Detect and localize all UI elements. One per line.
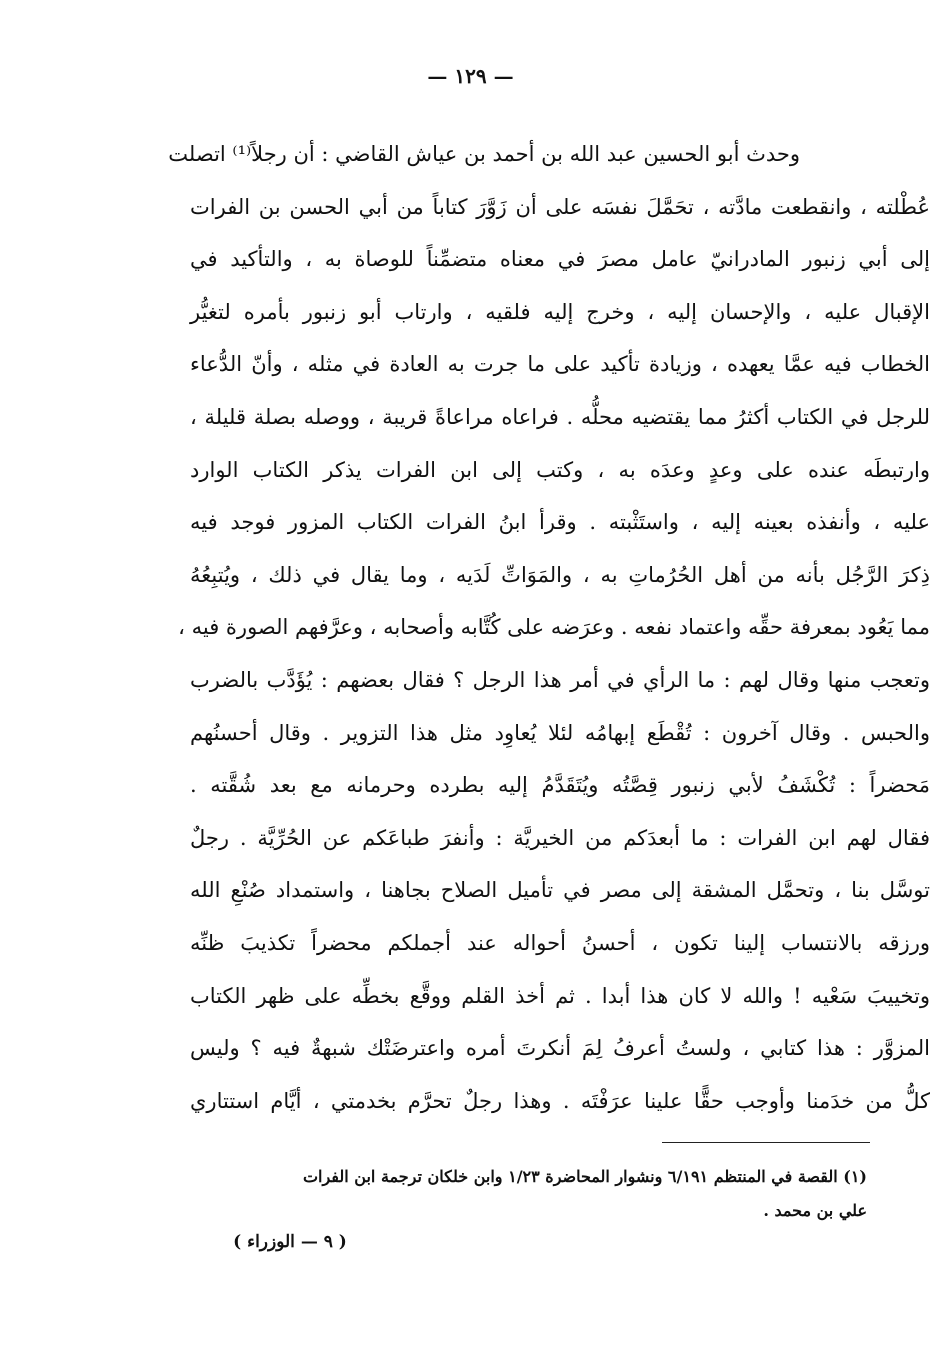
body-line: فقال لهم ابن الفرات : ما أبعدَكم من الخيريَّة : وأنفرَ طباعَكم عن الحُرِّيَّة . رجلٌ xyxy=(190,825,930,850)
footnote-line: (١) القصة في المنتظم ٦/١٩١ ونشوار المحاضرة ١/٢٣ وابن خلكان ترجمة ابن الفرات xyxy=(302,1167,867,1186)
footnote xyxy=(195,1160,867,1228)
body-line: إلى أبي زنبور المادرانيّ عامل مصرَ في معناه متضمِّناً للوصاة به ، والتأكيد في xyxy=(190,247,930,272)
body-line: عليه ، وأنفذه بعينه إليه ، واستَثْبته . وقرأ ابنُ الفرات الكتاب المزور فوجد فيه xyxy=(190,510,930,535)
body-line: ذِكرَ الرَّجُل بأنه من أهل الحُرُماتِ به ، والمَوَاتِّ لَدَيه ، وما يقال في ذلك ، ويُتبِعُهُ xyxy=(190,562,930,587)
body-text xyxy=(168,128,930,1127)
body-line: وتخييبَ سَعْيه ! والله لا كان هذا أبدا . ثم أخذ القلم ووقَّع بخطِّه على ظهر الكتاب xyxy=(190,983,930,1008)
body-line: الخطاب فيه عمَّا يعهده ، وزيادة تأكيد على ما جرت به العادة في مثله ، وأنّ الدُّعاء xyxy=(190,352,930,377)
body-line: المزوَّر : هذا كتابي ، ولستُ أعرفُ لِمَ أنكرتَ أمره واعترضَتْك شبهةٌ فيه ؟ وليس xyxy=(190,1036,930,1061)
signature-mark: ( ٩ — الوزراء ) xyxy=(233,1232,347,1252)
page-number: — ١٢٩ — xyxy=(427,64,514,88)
body-line: للرجل في الكتاب أكثرُ مما يقتضيه محلُّه . فراعاه مراعاةً قريبة ، ووصله بصلة قليلة ، xyxy=(190,404,930,429)
body-line: كلُّ من خدَمنا وأوجب حقًّا علينا عرَفْتَه . وهذا رجلٌ تحرَّم بخدمتي ، أيَّام استتاري xyxy=(190,1088,930,1113)
body-line: وحدث أبو الحسين عبد الله بن أحمد بن عياش القاضي : أن رجلاً⁽¹⁾ اتصلت xyxy=(168,142,800,166)
body-line: مَحضراً : تُكْشَفُ لأبي زنبور قِصَّتُه ويُتَقَدَّمُ إليه بطرده وحرمانه مع بعد شُقَّته . xyxy=(190,773,930,798)
footnote-line: علي بن محمد . xyxy=(763,1201,867,1220)
body-line: والحبس . وقال آخرون : تُقْطَع إبهامُه لئلا يُعاوِد مثل هذا التزوير . وقال أحسنُهم xyxy=(190,720,930,745)
body-line: وارتبطَه عنده على وعدٍ وعدَه به ، وكتب إلى ابن الفرات يذكر الكتاب الوارد xyxy=(190,457,930,482)
body-line: ورزقه بالانتساب إلينا تكون ، أحسنُ أحواله عند أجملكم محضراً تكذيبَ ظنِّه xyxy=(190,930,930,955)
body-line: وتعجب منها وقال لهم : ما الرأي في أمر هذا الرجل ؟ فقال بعضهم : يُؤَدَّب بالضرب xyxy=(190,667,930,692)
body-line: توسَّل بنا ، وتحمَّل المشقة إلى مصر في تأميل الصلاح بجاهنا ، واستمداد صُنْعِ الله xyxy=(190,878,930,903)
body-line: مما يَعُود بمعرفة حقِّه واعتماد نفعه . وعرَضه على كُتَّابه وأصحابه ، وعرَّفهم الصورة فيه ، xyxy=(178,615,930,640)
footnote-divider xyxy=(662,1142,870,1143)
body-line: الإقبال عليه ، والإحسان إليه ، وخرج إليه فلقيه ، وارتاب أبو زنبور بأمره لتغيُّر xyxy=(190,299,930,324)
body-line: عُطْلته ، وانقطعت مادَّته ، تحَمَّلَ نفسَه على أن زَوَّرَ كتاباً من أبي الحسن بن الفرات xyxy=(190,194,930,219)
